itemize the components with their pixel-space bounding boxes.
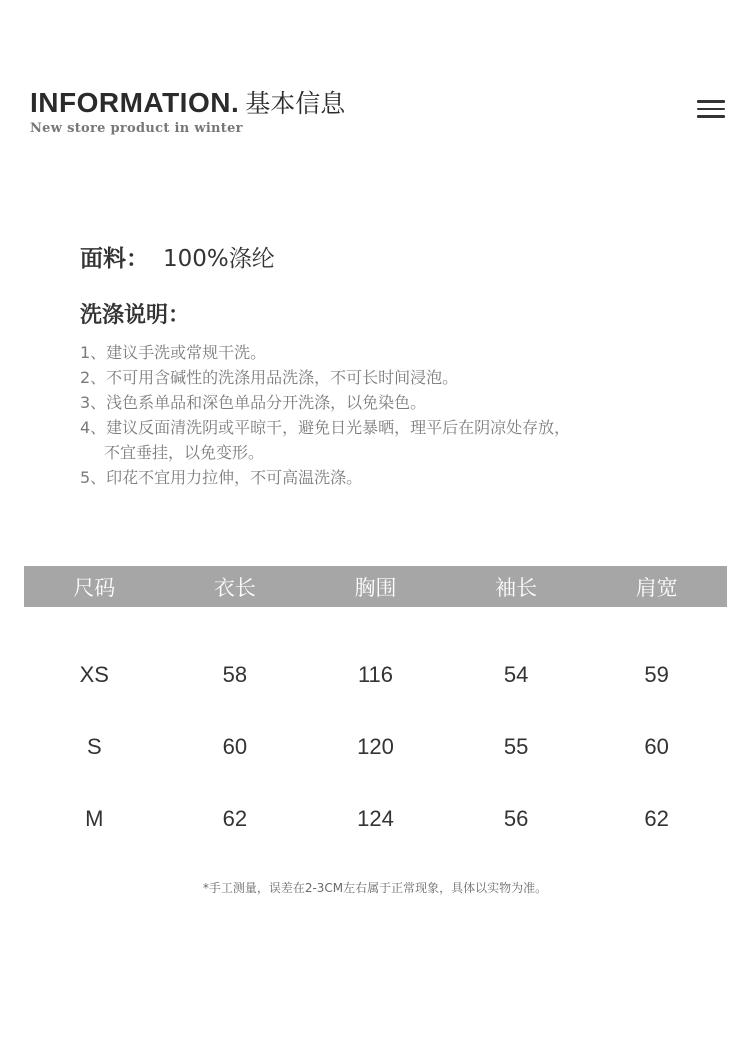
table-header xyxy=(24,566,727,607)
table-row xyxy=(24,711,727,783)
washing-instructions-list xyxy=(80,340,680,490)
table-cell: 58 xyxy=(222,662,248,687)
measurement-note: *手工测量，误差在2-3CM左右属于正常现象，具体以实物为准。 xyxy=(202,881,548,895)
column-header-length: 衣长 xyxy=(213,575,256,600)
washing-instructions-title: 洗涤说明： xyxy=(80,303,191,328)
wash-item: 3、浅色系单品和深色单品分开洗涤，以免染色。 xyxy=(80,393,427,412)
table-cell: 116 xyxy=(357,662,394,687)
menu-bar-top xyxy=(697,100,725,103)
size-table xyxy=(24,566,727,855)
table-cell: M xyxy=(85,806,104,831)
table-cell: 124 xyxy=(357,806,394,831)
fabric-label: 面料： xyxy=(80,246,149,272)
column-header-shoulder: 肩宽 xyxy=(635,575,678,600)
wash-item: 5、印花不宜用力拉伸，不可高温洗涤。 xyxy=(80,468,363,487)
table-cell: 55 xyxy=(503,734,529,759)
header-title-row xyxy=(30,84,730,120)
table-row xyxy=(24,639,727,711)
hamburger-menu-icon[interactable] xyxy=(697,100,725,120)
table-cell: S xyxy=(86,734,102,759)
wash-item-continuation: 不宜垂挂，以免变形。 xyxy=(104,443,265,462)
column-header-sleeve: 袖长 xyxy=(495,575,538,600)
table-cell: 120 xyxy=(357,734,394,759)
title-english: INFORMATION. xyxy=(30,87,240,118)
table-cell: 62 xyxy=(222,806,248,831)
table-cell: 60 xyxy=(644,734,669,759)
wash-item: 4、建议反面清洗阴或平晾干，避免日光暴晒，理平后在阴凉处存放， xyxy=(80,418,571,437)
table-cell: 56 xyxy=(503,806,529,831)
table-cell: 54 xyxy=(503,662,529,687)
wash-item: 2、不可用含碱性的洗涤用品洗涤，不可长时间浸泡。 xyxy=(80,368,459,387)
table-body xyxy=(24,607,727,855)
table-cell: 60 xyxy=(222,734,248,759)
menu-bar-bottom xyxy=(697,115,725,118)
table-row xyxy=(24,783,727,855)
table-cell: 62 xyxy=(644,806,669,831)
title-chinese: 基本信息 xyxy=(245,89,346,118)
wash-item: 1、建议手洗或常规干洗。 xyxy=(80,343,267,362)
fabric-value: 100%涤纶 xyxy=(163,246,275,272)
header-subtitle: New store product in winter xyxy=(30,121,243,136)
page-header xyxy=(30,84,730,144)
table-cell: XS xyxy=(79,662,109,687)
column-header-chest: 胸围 xyxy=(354,575,397,600)
table-cell: 59 xyxy=(644,662,669,687)
menu-bar-middle xyxy=(697,108,725,111)
fabric-info xyxy=(80,240,275,273)
column-header-size: 尺码 xyxy=(73,575,116,600)
